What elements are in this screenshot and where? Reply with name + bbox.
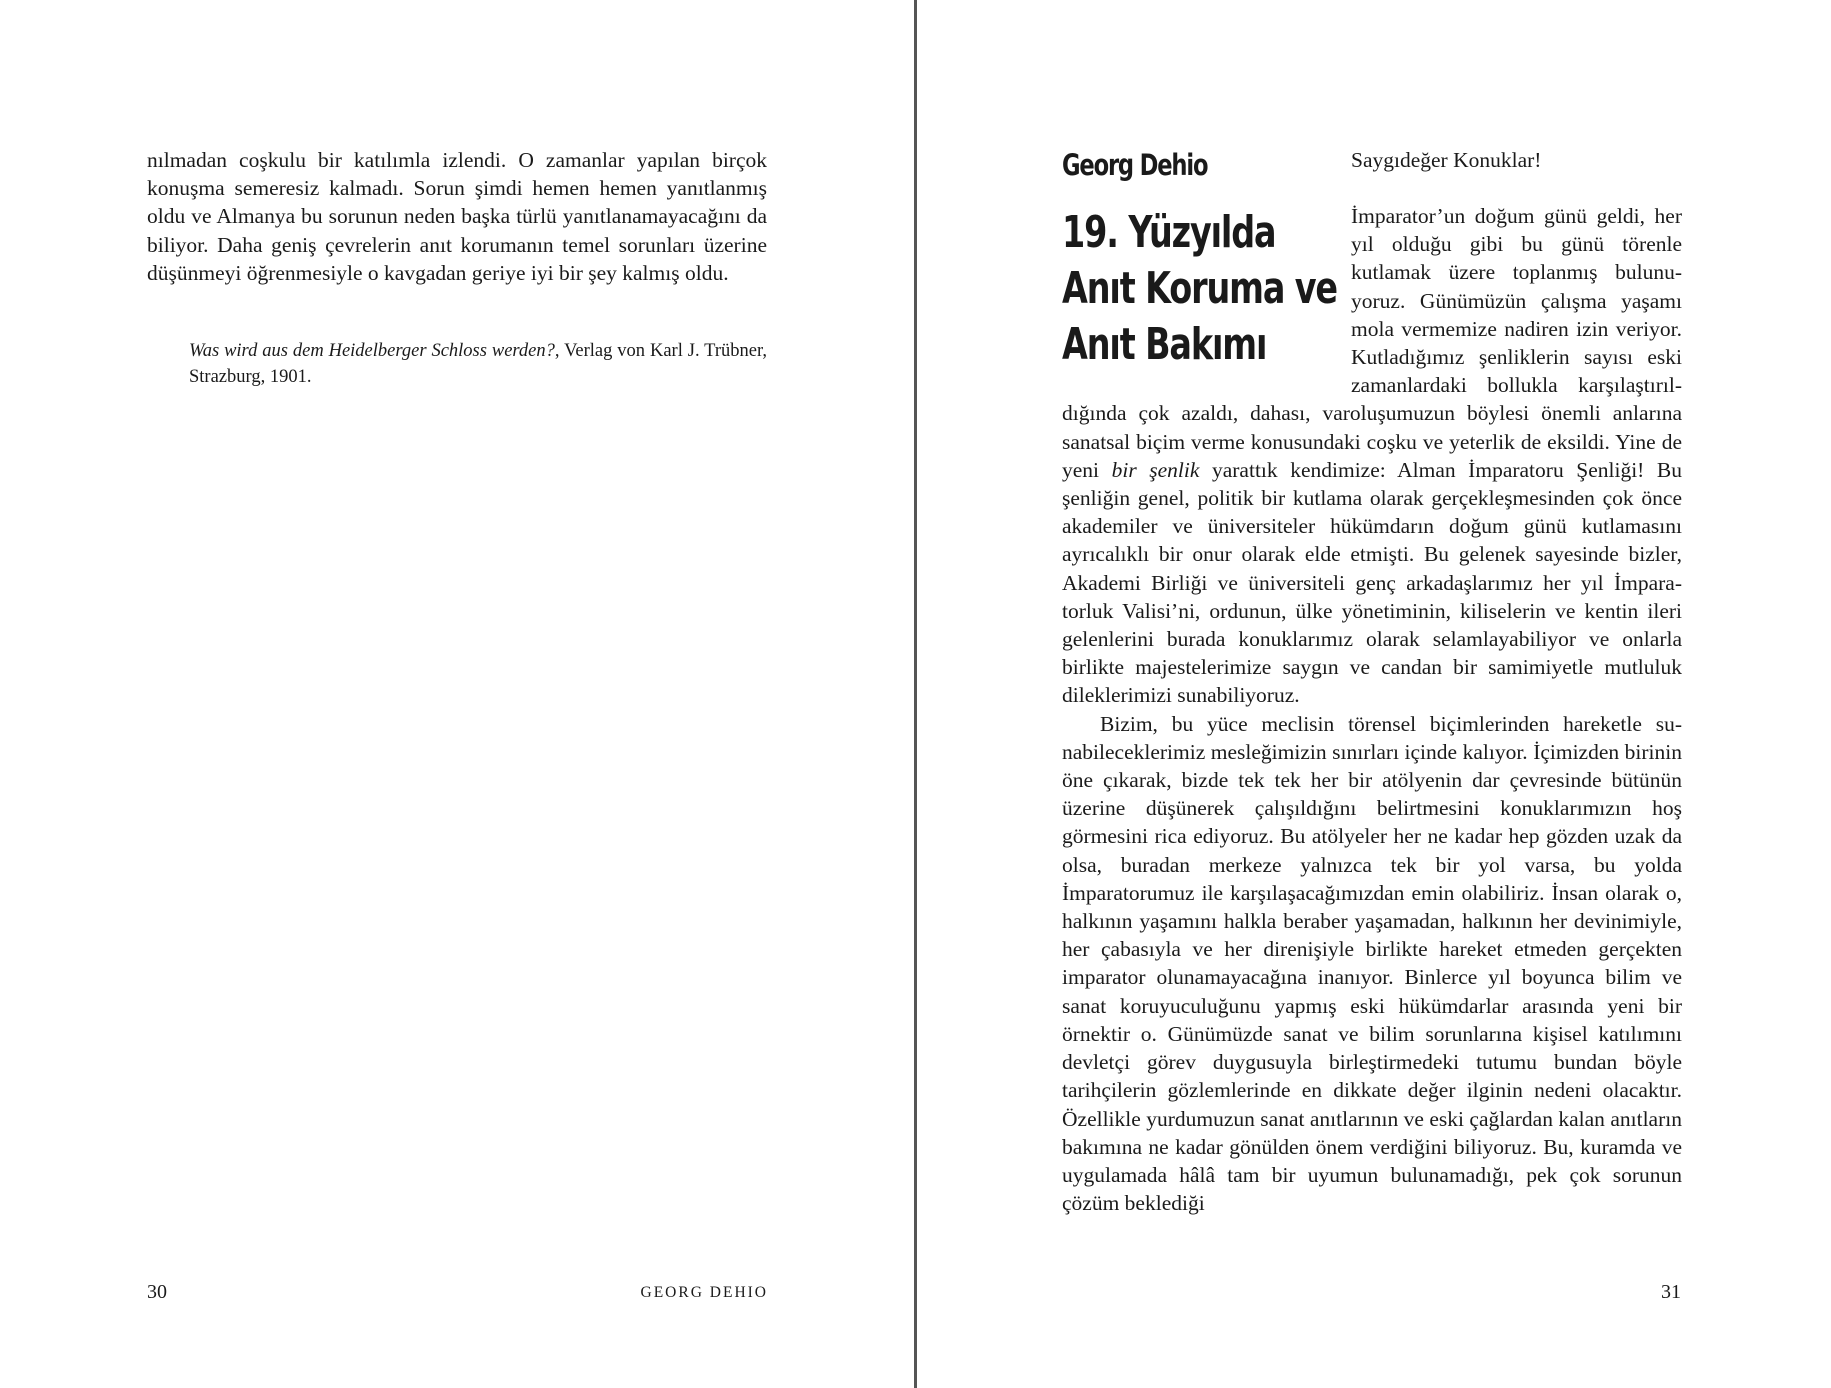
page-number-right: 31 — [1661, 1281, 1681, 1303]
chapter-title-line: Anıt Koruma ve — [1062, 263, 1337, 314]
chapter-title-line: Anıt Bakımı — [1062, 319, 1267, 370]
paragraph-text: yarattık kendimize: Alman İmparatoru Şenliği! Bu şenliğin genel, politik bir kutlama olarak gerçekleşmesinden çok önce akademiler ve üniversiteler hükümdarın doğum günü kutlamasını ayrıcalıklı bir onur olarak elde etmişti. Bu gelenek sayesinde bizler, Akademi Birliği ve üniversiteli genç arkadaşlarımız her yıl İmparatorluk Valisi’ni, ordunun, ülke yönetiminin, kiliselerin ve kentin ileri gelenlerini burada konuklarımız olarak selamlayabiliyor ve onlarla birlikte majestelerimize saygın ve candan bir samimiyetle mutluluk dileklerimizi sunabiliyoruz. — [1062, 457, 1682, 708]
running-head: GEORG DEHIO — [640, 1284, 768, 1301]
left-page — [0, 0, 914, 1388]
emphasis-text: bir şenlik — [1111, 457, 1200, 482]
right-paragraph-2: Bizim, bu yüce meclisin törensel biçimlerinden hareketle sunabileceklerimiz mesleğimizin sınırları içinde kalıyor. İçimizden birinin öne çıkarak, bizde tek tek her bir atölyenin dar çevresinde bütünün üzerine düşünerek çalışıldığını belirtmesini konuklarımızın hoş görmesini rica ediyoruz. Bu atölyeler her ne kadar hep gözden uzak da olsa, buradan merkeze yalnızca tek bir yol varsa, bu yolda İmparatorumuz ile karşılaşacağımızdan emin olabiliriz. İnsan olarak o, halkının yaşamını halkla beraber yaşamadan, halkının her devinimiyle, her çabasıyla ve her direnişiyle birlikte hareket etmeden gerçekten imparator olunamayacağına inanıyor. Binlerce yıl boyunca bilim ve sanat koruyuculuğunu yapmış eski hükümdarlar arasında yeni bir örnektir o. Günümüzde sanat ve bilim sorunlarına kişisel katılımını devletçi görev duygusuyla birleştirmedeki tutumu bundan böyle tarihçilerin gözlemlerinde en dikkate değer ilginin nedeni olacaktır. Özellikle yurdumuzun sanat anıtlarının ve eski çağlardan kalan anıtların bakımına ne kadar gönülden önem verdiğini biliyoruz. Bu, kuramda ve uygulamada hâlâ tam bir uyumun bulunamadığı, pek çok sorunun çözüm beklediği — [1062, 711, 1682, 1216]
right-body-text — [1062, 202, 1682, 1217]
heading-float-spacer — [1062, 202, 1351, 398]
citation-title: Was wird aus dem Heidelberger Schloss werden? — [189, 341, 555, 361]
book-spine-divider — [914, 0, 917, 1388]
author-name: Georg Dehio — [1062, 148, 1208, 182]
salutation: Saygıdeğer Konuklar! — [1351, 148, 1542, 172]
left-paragraph: nılmadan coşkulu bir katılımla izlendi. O zamanlar yapılan birçok konuşma semeresiz kalmadı. Sorun şimdi hemen hemen yanıtlanmış oldu ve Almanya bu sorunun neden başka türlü yanıtlanamayacağını da biliyor. Daha geniş çevrelerin anıt korumanın temel sorunları üzerine düşünmeyi öğrenmesiyle o kavgadan geriye iyi bir şey kalmış oldu. — [147, 148, 767, 285]
citation-publisher: , Verlag von Karl J. Trübner, Strazburg, 1901. — [189, 341, 767, 387]
page-number-left: 30 — [147, 1281, 167, 1303]
left-body-text — [147, 146, 767, 287]
chapter-title-line: 19. Yüzyılda — [1062, 207, 1276, 258]
paragraph-text: İmparator’un doğum günü geldi, her yıl olduğu gibi bu günü törenle kutlamak üzere toplanmış bulunuyoruz. Günümüzün çalışma yaşamı mola vermemize nadiren izin veriyor. Kutladığımız şenliklerin sayısı eski zamanlardaki bollukla karşılaştırıldığında çok azaldı, dahası, varoluşumuzun böylesi önemli anlarına sanatsal biçim verme konusundaki coşku ve yeterlik de eksildi. Yine de yeni — [1062, 204, 1682, 482]
citation — [189, 339, 767, 390]
